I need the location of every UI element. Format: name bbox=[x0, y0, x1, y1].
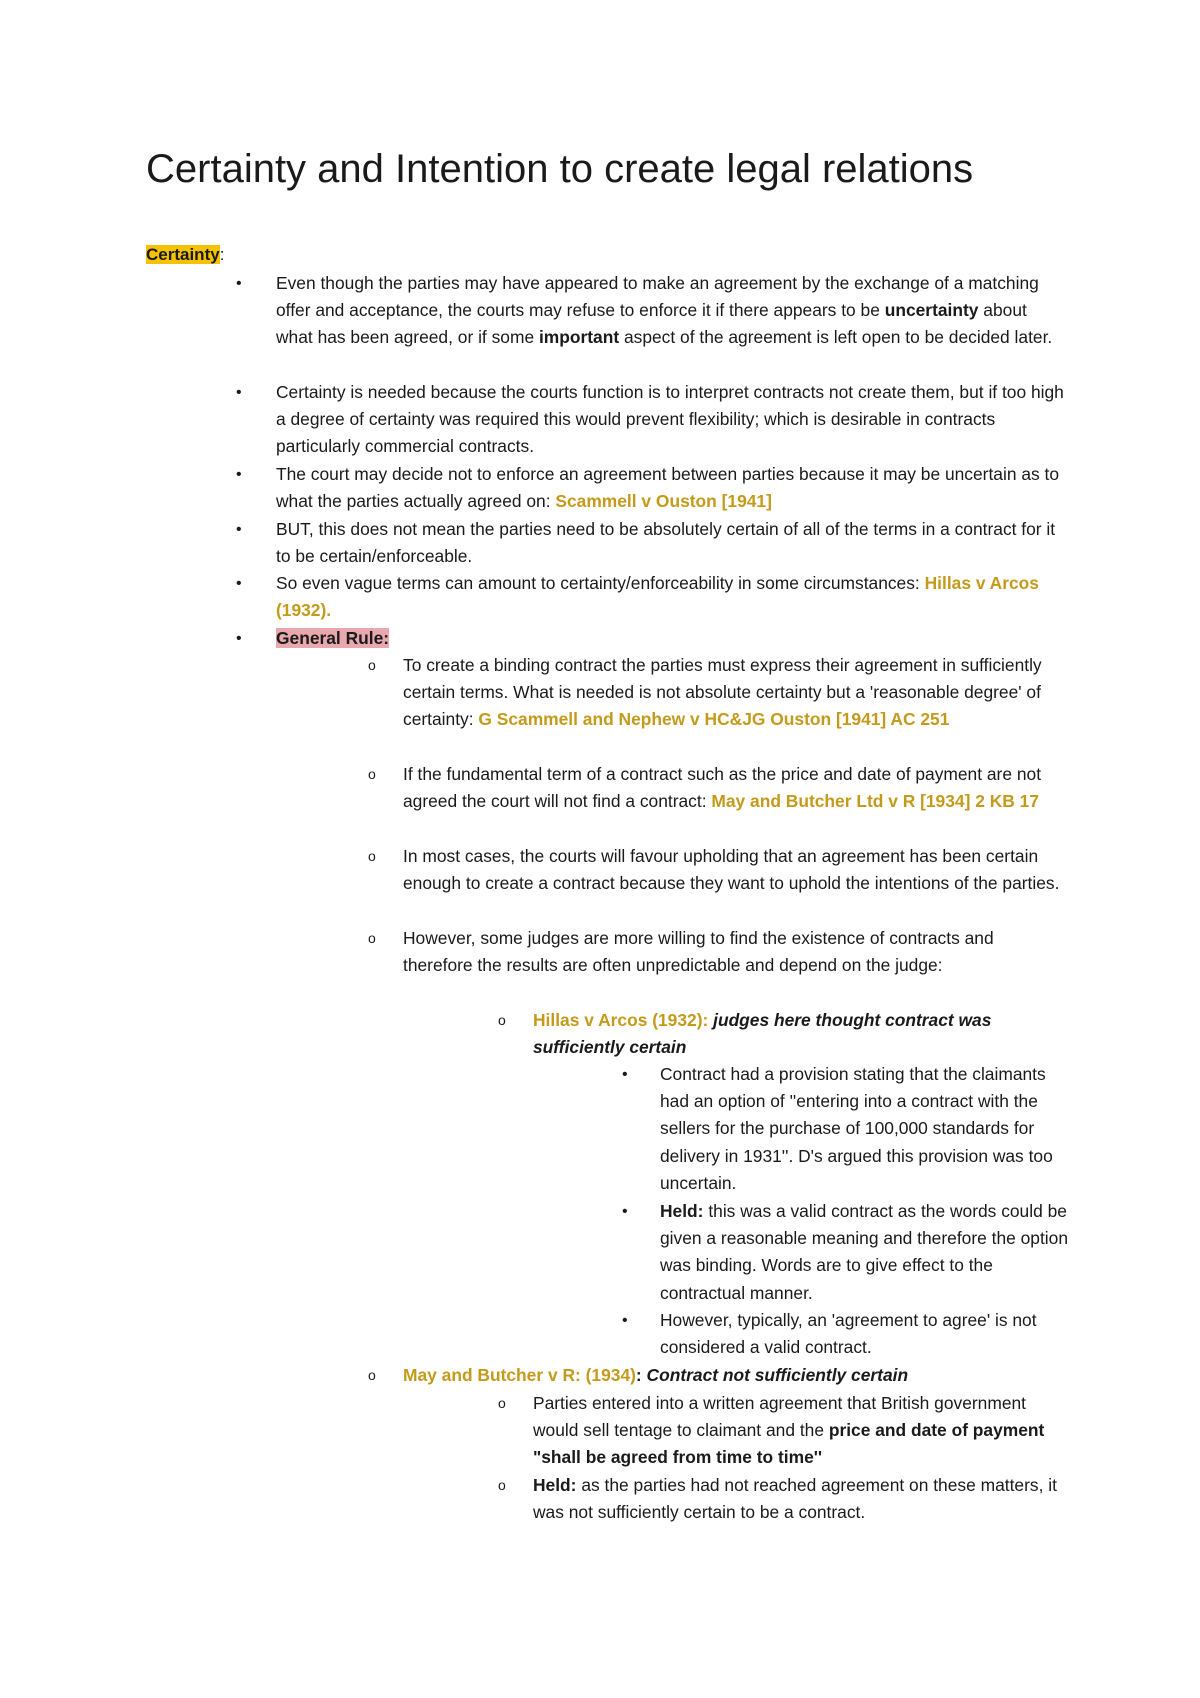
list-item: So even vague terms can amount to certainty/enforceability in some circumstances: Hillas v Arcos (1932). bbox=[276, 573, 1039, 621]
bullet-circle-icon: o bbox=[368, 657, 376, 673]
list-item: However, typically, an 'agreement to agree' is not considered a valid contract. bbox=[660, 1310, 1037, 1358]
section-heading-certainty bbox=[146, 243, 224, 267]
case-ref: Scammell v Ouston [1941] bbox=[555, 491, 772, 512]
list-item: Even though the parties may have appeared to make an agreement by the exchange of a matching offer and acceptance, the courts may refuse to enforce it if there appears to be uncertainty about what has been agreed, or if some important aspect of the agreement is left open to be decided later. bbox=[276, 273, 1053, 348]
list-item: Held: this was a valid contract as the words could be given a reasonable meaning and therefore the option was binding. Words are to give effect to the contractual manner. bbox=[660, 1201, 1069, 1303]
bullet-disc-icon: • bbox=[622, 1203, 628, 1220]
bullet-disc-icon: • bbox=[236, 575, 242, 592]
case-ref: Hillas v Arcos (1932). bbox=[276, 573, 1039, 621]
bullet-disc-icon: • bbox=[236, 521, 242, 538]
bullet-circle-icon: o bbox=[368, 848, 376, 864]
case-ref: May and Butcher v R: (1934) bbox=[403, 1365, 636, 1385]
bullet-disc-icon: • bbox=[622, 1066, 628, 1083]
list-item-hillas: Hillas v Arcos (1932): judges here thought contract was sufficiently certain bbox=[533, 1010, 992, 1058]
bullet-disc-icon: • bbox=[236, 275, 242, 292]
page-title: Certainty and Intention to create legal relations bbox=[146, 147, 974, 191]
list-item: Certainty is needed because the courts function is to interpret contracts not create them, but if too high a degree of certainty was required this would prevent flexibility; which is desirable in contracts particularly commercial contracts. bbox=[276, 382, 1064, 457]
bullet-disc-icon: • bbox=[236, 384, 242, 401]
bullet-disc-icon: • bbox=[236, 630, 242, 647]
certainty-colon: : bbox=[219, 245, 225, 264]
list-item: Contract had a provision stating that the claimants had an option of ''entering into a contract with the sellers for the purchase of 100,000 standards for delivery in 1931''. D's argued this provision was too uncertain. bbox=[660, 1064, 1053, 1193]
bullet-disc-icon: • bbox=[236, 466, 242, 483]
case-ref: Hillas v Arcos (1932): bbox=[533, 1010, 714, 1030]
bullet-disc-icon: • bbox=[622, 1312, 628, 1329]
bullet-circle-icon: o bbox=[368, 1367, 376, 1383]
list-item: Held: as the parties had not reached agreement on these matters, it was not sufficiently certain to be a contract. bbox=[533, 1475, 1057, 1523]
list-item: Parties entered into a written agreement that British government would sell tentage to claimant and the price and date of payment "shall be agreed from time to time'' bbox=[533, 1393, 1045, 1468]
list-item-may-butcher: May and Butcher v R: (1934): Contract not sufficiently certain bbox=[403, 1365, 909, 1385]
bullet-circle-icon: o bbox=[368, 766, 376, 782]
list-item: However, some judges are more willing to find the existence of contracts and therefore the results are often unpredictable and depend on the judge: bbox=[403, 928, 994, 976]
bullet-circle-icon: o bbox=[498, 1477, 506, 1493]
bullet-circle-icon: o bbox=[368, 930, 376, 946]
list-item: The court may decide not to enforce an agreement between parties because it may be uncertain as to what the parties actually agreed on: Scammell v Ouston [1941] bbox=[276, 464, 1060, 512]
list-item-general-rule: General Rule: bbox=[276, 628, 390, 648]
bullet-circle-icon: o bbox=[498, 1395, 506, 1411]
certainty-label: Certainty bbox=[146, 245, 220, 264]
list-item: If the fundamental term of a contract such as the price and date of payment are not agreed the court will not find a contract: May and Butcher Ltd v R [1934] 2 KB 17 bbox=[403, 764, 1042, 812]
list-item: BUT, this does not mean the parties need to be absolutely certain of all of the terms in a contract for it to be certain/enforceable. bbox=[276, 519, 1056, 567]
list-item: To create a binding contract the parties must express their agreement in sufficiently certain terms. What is needed is not absolute certainty but a 'reasonable degree' of certainty: G Scammell and Nephew v HC&JG Ouston [1941] AC 251 bbox=[403, 655, 1042, 730]
case-ref: May and Butcher Ltd v R [1934] 2 KB 17 bbox=[711, 791, 1039, 812]
list-item: In most cases, the courts will favour upholding that an agreement has been certain enough to create a contract because they want to uphold the intentions of the parties. bbox=[403, 846, 1060, 894]
bullet-circle-icon: o bbox=[498, 1012, 506, 1028]
case-ref: G Scammell and Nephew v HC&JG Ouston [1941] AC 251 bbox=[478, 709, 950, 730]
